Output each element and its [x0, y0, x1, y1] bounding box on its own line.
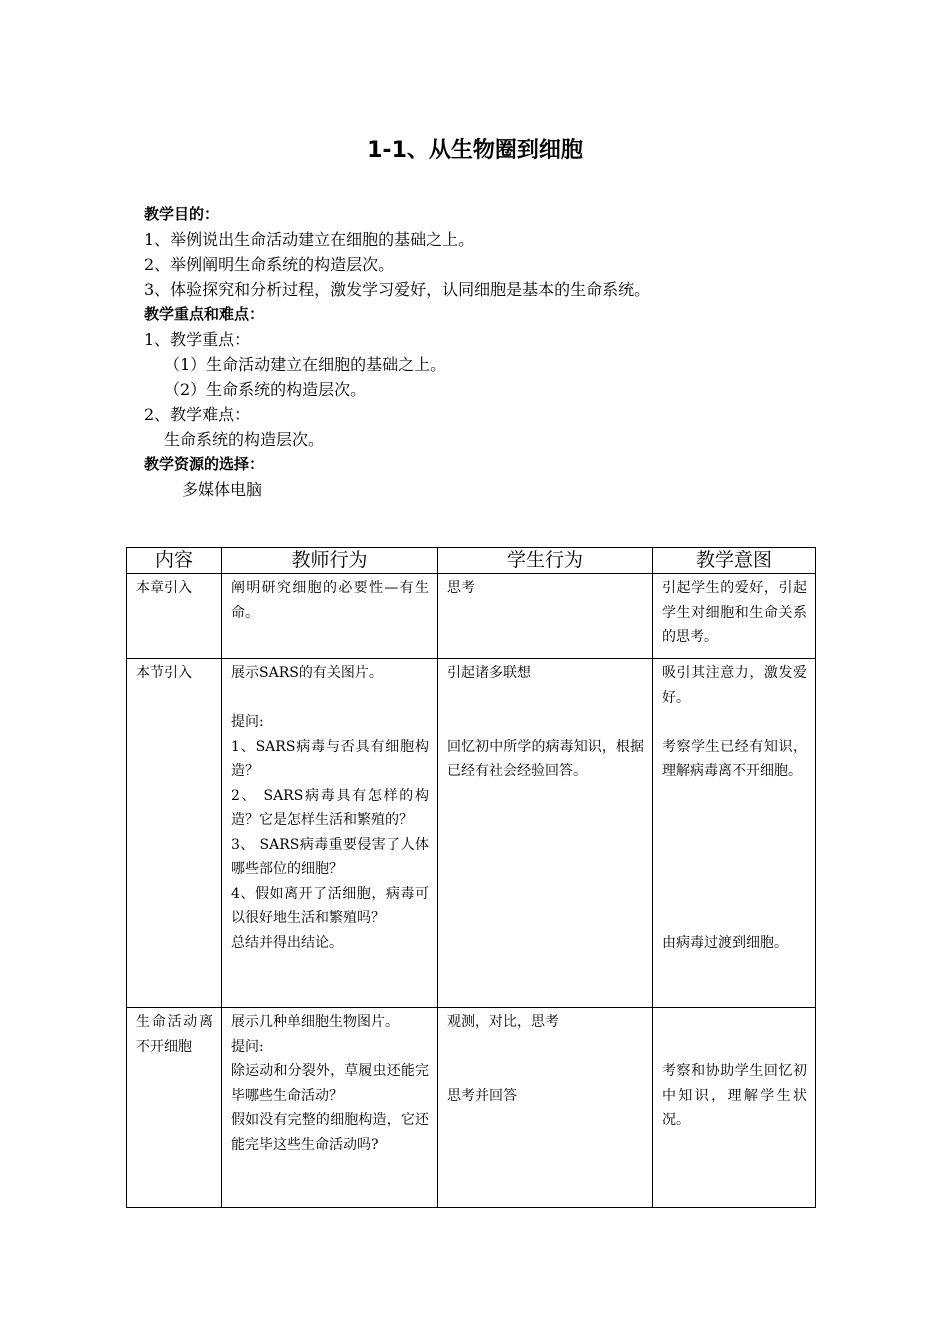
difficulty-text: 生命系统的构造层次。: [164, 430, 325, 449]
header-teacher: 教师行为: [222, 548, 438, 574]
teacher-question: 假如没有完整的细胞构造，它还能完毕这些生命活动吗?: [231, 1112, 429, 1153]
lesson-intro: [144, 202, 824, 502]
lesson-plan-table: [126, 547, 816, 1208]
teacher-intro-text: 展示几种单细胞生物图片。: [231, 1014, 399, 1030]
teacher-cell: 阐明研究细胞的必要性—有生命。: [231, 580, 429, 621]
teacher-question: 4、假如离开了活细胞，病毒可以很好地生活和繁殖吗？: [231, 885, 429, 926]
key-points-heading: 教学重点和难点：: [144, 305, 265, 323]
objective-item: 3、体验探究和分析过程，激发学习爱好，认同细胞是基本的生命系统。: [144, 280, 651, 299]
intent-text: 吸引其注意力，激发爱好。: [662, 665, 807, 706]
teacher-cell: [222, 1008, 437, 1161]
table-row: [127, 659, 816, 1008]
objectives-heading: 教学目的：: [144, 205, 220, 223]
intent-text: 考察和协助学生回忆初中知识，理解学生状况。: [662, 1063, 807, 1128]
table-row: [127, 1008, 816, 1208]
intent-cell: 引起学生的爱好，引起学生对细胞和生命关系的思考。: [662, 580, 807, 645]
teacher-cell: [222, 659, 437, 959]
row-content-cell: 本章引入: [136, 580, 192, 596]
student-cell: [438, 659, 652, 788]
teacher-ask-label: 提问:: [231, 714, 264, 730]
header-intent: 教学意图: [653, 548, 816, 574]
table-header-row: [127, 548, 816, 574]
page-title: 1-1、从生物圈到细胞: [367, 138, 583, 163]
teacher-ask-label: 提问:: [231, 1038, 264, 1055]
focus-label: 1、教学重点：: [144, 330, 251, 349]
header-student: 学生行为: [438, 548, 653, 574]
teacher-intro-text: 展示SARS的有关图片。: [231, 665, 383, 681]
teacher-question: 除运动和分裂外，草履虫还能完毕哪些生命活动？: [231, 1063, 429, 1104]
row-content-cell: 本节引入: [136, 665, 192, 681]
table-row: [127, 574, 816, 659]
focus-item: （1）生命活动建立在细胞的基础之上。: [164, 355, 447, 374]
intent-text: 考察学生已经有知识，理解病毒离不开细胞。: [662, 738, 807, 779]
resources-text: 多媒体电脑: [182, 480, 263, 499]
intent-cell: [653, 659, 815, 959]
teacher-question: 1、SARS病毒与否具有细胞构造？: [231, 738, 429, 779]
student-cell: 思考: [447, 580, 475, 596]
teacher-question: 2、 SARS病毒具有怎样的构造？它是怎样生活和繁殖的？: [231, 787, 429, 828]
objective-item: 2、举例阐明生命系统的构造层次。: [144, 255, 395, 274]
teacher-conclusion: 总结并得出结论。: [231, 934, 343, 951]
resources-heading: 教学资源的选择：: [144, 455, 265, 473]
student-text: 思考并回答: [447, 1087, 517, 1104]
header-content: 内容: [127, 548, 222, 574]
focus-item: （2）生命系统的构造层次。: [164, 380, 367, 399]
row-content-cell: 生命活动离不开细胞: [136, 1014, 213, 1055]
objective-item: 1、举例说出生命活动建立在细胞的基础之上。: [144, 230, 475, 249]
student-text: 观测，对比，思考: [447, 1014, 559, 1030]
student-cell: [438, 1008, 652, 1112]
teacher-question: 3、 SARS病毒重要侵害了人体哪些部位的细胞？: [231, 836, 429, 877]
intent-cell: [653, 1008, 815, 1137]
intent-text: 由病毒过渡到细胞。: [662, 934, 788, 951]
student-text: 引起诸多联想: [447, 665, 531, 681]
difficulty-label: 2、教学难点：: [144, 405, 251, 424]
student-text: 回忆初中所学的病毒知识，根据已经有社会经验回答。: [447, 738, 644, 779]
